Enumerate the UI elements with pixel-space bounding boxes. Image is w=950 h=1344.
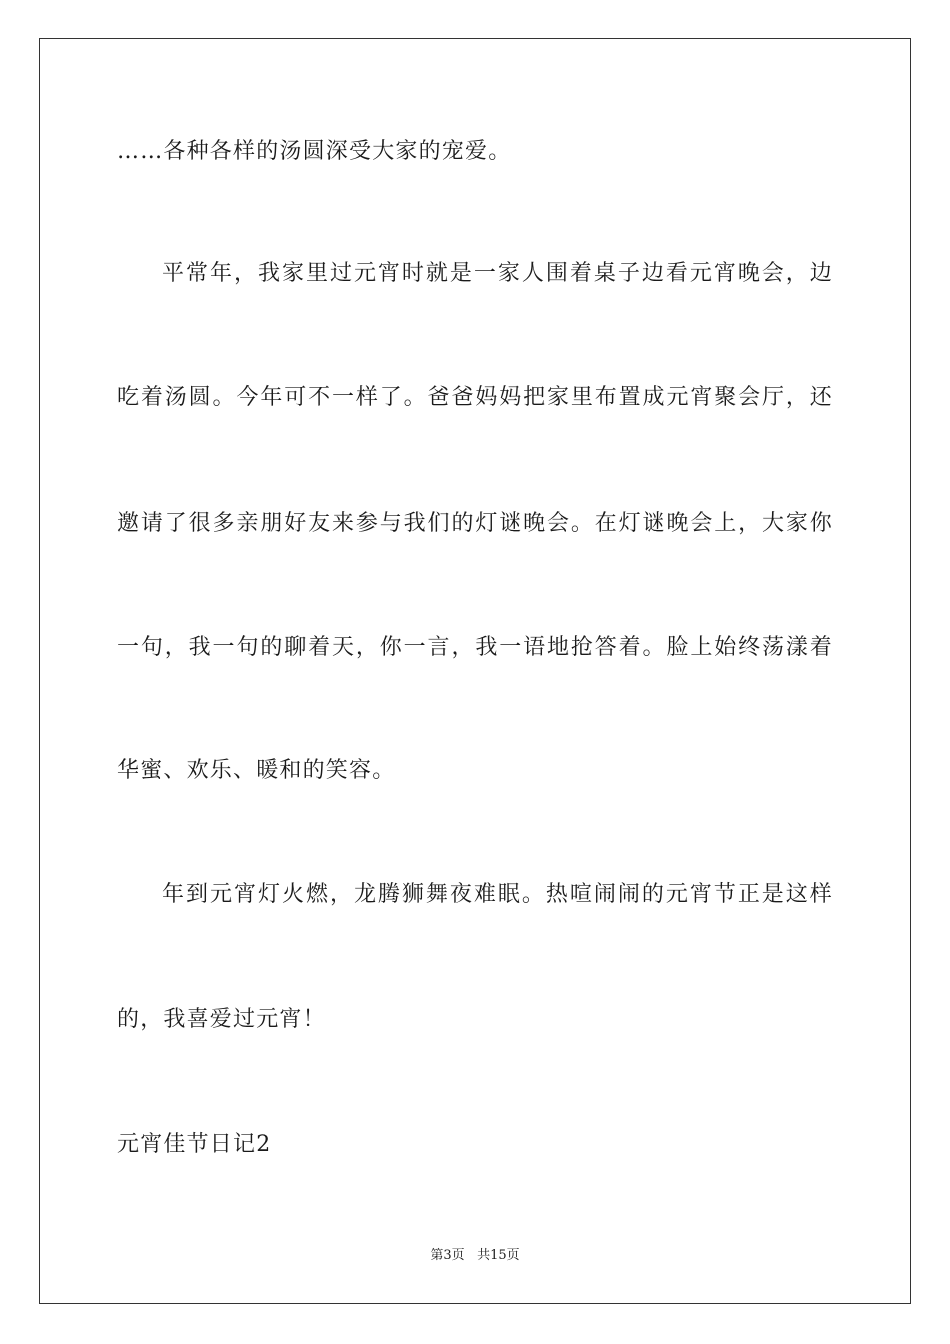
paragraph-3-line-1: 年到元宵灯火燃，龙腾狮舞夜难眠。热喧闹闹的元宵节正是这样	[162, 882, 833, 907]
paragraph-2-line-4: 一句，我一句的聊着天，你一言，我一语地抢答着。脸上始终荡漾着	[117, 635, 833, 660]
page-footer	[0, 1247, 950, 1265]
text-line-1: ……各种各样的汤圆深受大家的宠爱。	[117, 139, 512, 164]
paragraph-2-line-2: 吃着汤圆。今年可不一样了。爸爸妈妈把家里布置成元宵聚会厅，还	[117, 385, 833, 410]
paragraph-3-line-2: 的，我喜爱过元宵！	[117, 1007, 326, 1032]
page-number: 第3页	[430, 1248, 465, 1263]
paragraph-2-line-5: 华蜜、欢乐、暖和的笑容。	[117, 758, 396, 783]
page-total: 共15页	[477, 1248, 520, 1263]
page-border	[39, 38, 911, 1304]
paragraph-2-line-3: 邀请了很多亲朋好友来参与我们的灯谜晚会。在灯谜晚会上，大家你	[117, 511, 833, 536]
section-heading: 元宵佳节日记2	[117, 1132, 272, 1157]
paragraph-2-line-1: 平常年，我家里过元宵时就是一家人围着桌子边看元宵晚会，边	[162, 261, 833, 286]
